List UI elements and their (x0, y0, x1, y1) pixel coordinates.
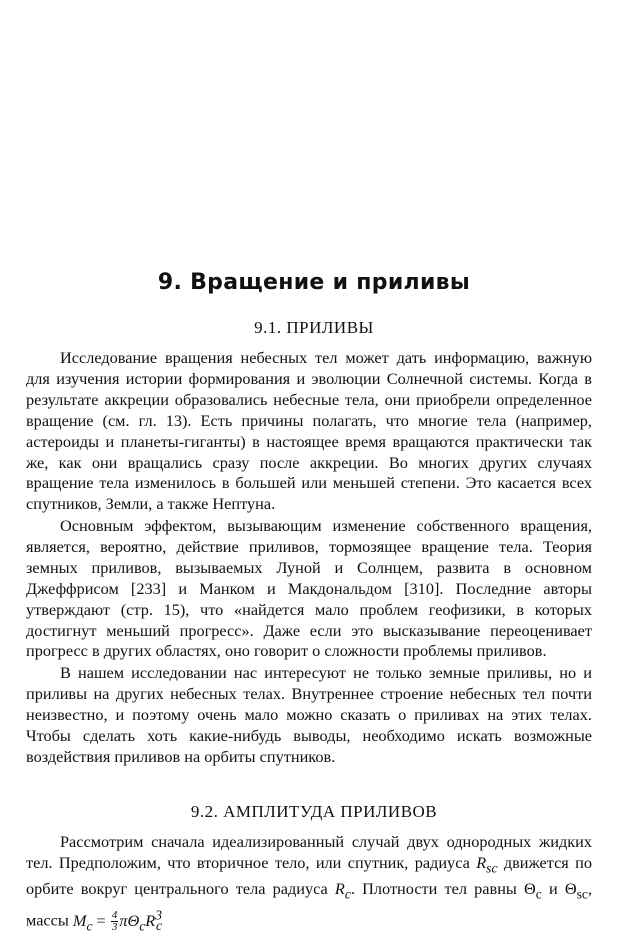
text-run: движется по орбите вокруг центрального тела радиуса (26, 852, 592, 899)
symbol-R-c (334, 879, 351, 902)
mass-formula (72, 907, 163, 934)
symbol-subscript: c (535, 886, 542, 902)
paragraph: Исследование вращения небесных тел может дать информацию, важную для изучения истории формирования и эволюции Солнечной системы. Когда в результате аккреции образовались небесные тела, они приобрели определенное вращение (см. гл. 13). Есть причины полагать, что многие тела (например, астероиды и планеты-гиганты) в настоящее время вращаются практически так же, как они вращались сразу после аккреции. Во многих других случаях вращение тела изменилось в большей или меньшей степени. Это касается всех спутников, Земли, а также Нептуна. (26, 348, 592, 514)
symbol-subscript: c (344, 886, 351, 902)
paragraph (26, 832, 592, 937)
symbol-letter: Θ (524, 879, 536, 899)
equals-sign: = (92, 910, 110, 930)
symbol-theta-c (524, 879, 542, 902)
symbol-subscript: sc (486, 860, 498, 876)
symbol-subscript: c (139, 917, 146, 933)
symbol-subscript: c (156, 917, 163, 933)
symbol-subscript: c (86, 917, 93, 933)
symbol-superscript: 3 (155, 907, 163, 923)
fraction-numerator: 4 (111, 909, 118, 922)
chapter-title: 9. Вращение и приливы (157, 270, 471, 295)
symbol-subscript: sc (576, 886, 588, 902)
section-title: 9.1. ПРИЛИВЫ (254, 318, 374, 337)
symbol-R-sc (476, 852, 498, 876)
text-run: и (541, 879, 565, 899)
fraction (111, 910, 119, 933)
section-title: 9.2. АМПЛИТУДА ПРИЛИВОВ (190, 802, 438, 821)
paragraph: Основным эффектом, вызывающим изменение собственного вращения, является, вероятно, действие приливов, тормозящее вращение тела. Теория земных приливов, вызываемых Луной и Солнцем, развита в основном Джеффрисом [233] и Манком и Макдональдом [310]. Последние авторы утверждают (стр. 15), что «найдется мало проблем геофизики, в которых достигнут меньший прогресс». Даже если это высказывание переоценивает прогресс в других областях, оно говорит о сложности проблемы приливов. (26, 516, 592, 661)
symbol-theta-sc (564, 879, 588, 902)
symbol-letter: R (334, 879, 345, 899)
text-run: Рассмотрим сначала идеализированный случай двух однородных жидких тел. Предположим, что вторичное тело, или спутник, радиуса (26, 832, 592, 872)
symbol-letter: R (145, 910, 156, 930)
symbol-letter: R (476, 852, 487, 872)
symbol-letter: M (72, 910, 87, 930)
text-run: , массы (26, 879, 592, 930)
fraction-denominator: 3 (111, 921, 118, 934)
symbol-letter: Θ (564, 879, 577, 899)
text-run: . Плотности тел равны (350, 879, 525, 899)
formula-term: πΘ (119, 910, 140, 930)
paragraph: В нашем исследовании нас интересуют не только земные приливы, но и приливы на других небесных телах. Внутреннее строение небесных тел почти неизвестно, и поэтому очень мало можно сказать о приливах на этих телах. Чтобы сделать хоть какие-нибудь выводы, необходимо искать возможные воздействия приливов на орбиты спутников. (26, 663, 592, 766)
